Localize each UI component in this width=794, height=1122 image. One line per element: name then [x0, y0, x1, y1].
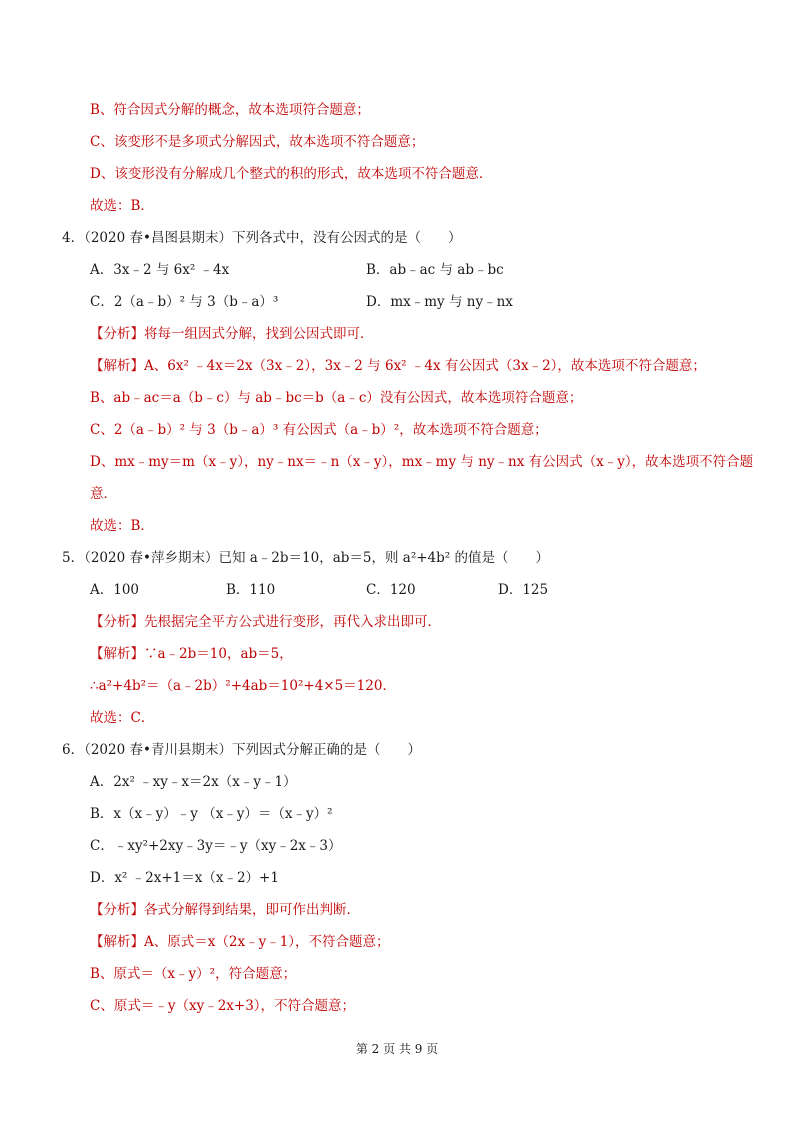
option-a: A．2x² ﹣xy﹣x＝2x（x﹣y﹣1） — [90, 774, 297, 790]
question-5: 5．（2020 春•萍乡期末）已知 a﹣2b＝10，ab＝5，则 a²+4b² 的值是（ ） — [62, 550, 549, 566]
solution-line: B、ab﹣ac＝a（b﹣c）与 ab﹣bc＝b（a﹣c）没有公因式，故本选项符合题意； — [90, 390, 583, 406]
answer-line: 故选：B． — [90, 198, 154, 214]
solution-line: ∴a²+4b²＝（a﹣2b）²+4ab＝10²+4×5＝120． — [90, 678, 396, 694]
option-c: C．120 — [366, 582, 416, 598]
page-footer: 第 2 页 共 9 页 — [355, 1042, 439, 1056]
question-4: 4．（2020 春•昌图县期末）下列各式中，没有公因式的是（ ） — [62, 230, 462, 246]
option-a: A．100 — [90, 582, 140, 598]
analysis-line: 【分析】先根据完全平方公式进行变形，再代入求出即可． — [90, 614, 441, 630]
option-c: C．﹣xy²+2xy﹣3y＝﹣y（xy﹣2x﹣3） — [90, 838, 342, 854]
analysis-line: 【分析】各式分解得到结果，即可作出判断． — [90, 902, 360, 918]
option-b: B．110 — [226, 582, 276, 598]
answer-line: 故选：C． — [90, 710, 155, 726]
text-line: B、符合因式分解的概念，故本选项符合题意； — [90, 102, 370, 118]
solution-line: B、原式＝（x﹣y）²，符合题意； — [90, 966, 297, 982]
option-b: B．x（x﹣y）﹣y （x﹣y）＝（x﹣y）² — [90, 806, 333, 822]
option-a: A．3x﹣2 与 6x² ﹣4x — [90, 262, 230, 278]
solution-line: D、mx﹣my＝m（x﹣y），ny﹣nx＝﹣n（x﹣y），mx﹣my 与 ny﹣nx 有公因式（x﹣y），故本选项不符合题 — [90, 454, 754, 470]
analysis-line: 【分析】将每一组因式分解，找到公因式即可． — [90, 326, 374, 342]
option-c: C．2（a﹣b）² 与 3（b﹣a）³ — [90, 294, 279, 310]
solution-line: C、原式＝﹣y（xy﹣2x+3），不符合题意； — [90, 998, 356, 1014]
option-b: B．ab﹣ac 与 ab﹣bc — [366, 262, 504, 278]
question-6: 6．（2020 春•青川县期末）下列因式分解正确的是（ ） — [62, 742, 421, 758]
text-line: D、该变形没有分解成几个整式的积的形式，故本选项不符合题意． — [90, 166, 493, 182]
solution-line: 【解析】A、6x² ﹣4x＝2x（3x﹣2），3x﹣2 与 6x² ﹣4x 有公因式（3x﹣2），故本选项不符合题意； — [90, 358, 706, 374]
text-line: C、该变形不是多项式分解因式，故本选项不符合题意； — [90, 134, 425, 150]
solution-line: 意． — [90, 486, 117, 502]
option-d: D．mx﹣my 与 ny﹣nx — [366, 294, 513, 310]
option-d: D．125 — [498, 582, 549, 598]
solution-line: 【解析】A、原式＝x（2x﹣y﹣1），不符合题意； — [90, 934, 390, 950]
answer-line: 故选：B． — [90, 518, 154, 534]
solution-line: C、2（a﹣b）² 与 3（b﹣a）³ 有公因式（a﹣b）²，故本选项不符合题意； — [90, 422, 548, 438]
option-d: D．x² ﹣2x+1＝x（x﹣2）+1 — [90, 870, 279, 886]
solution-line: 【解析】∵a﹣2b＝10，ab＝5， — [90, 646, 293, 662]
